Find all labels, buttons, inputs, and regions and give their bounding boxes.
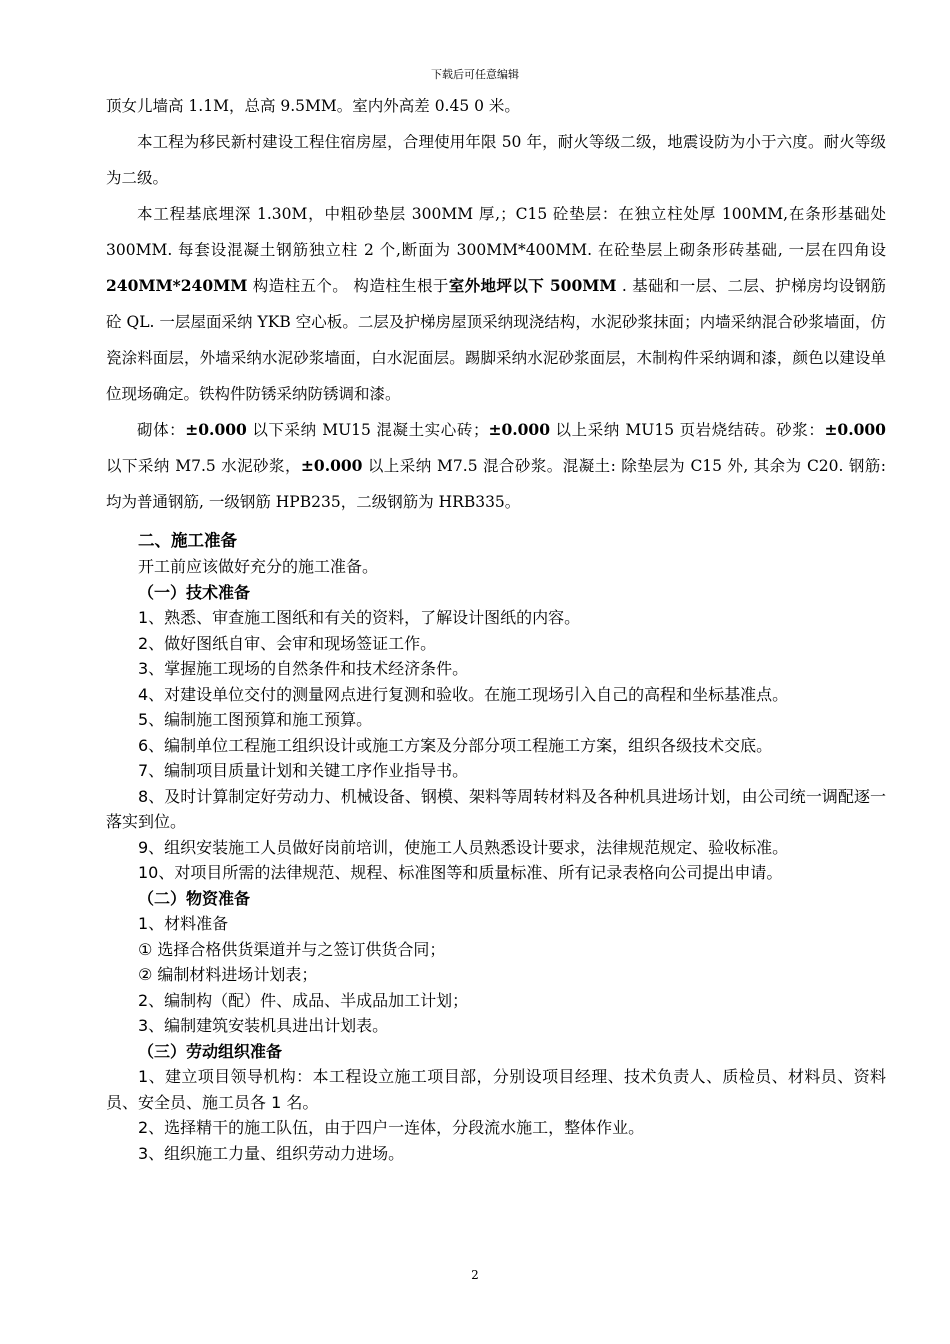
list-item: 8、及时计算制定好劳动力、机械设备、钢模、架料等周转材料及各种机具进场计划，由公司统一调配逐一落实到位。: [106, 786, 886, 831]
foundation-bold-column-size: 240MM*240MM: [106, 276, 248, 295]
paragraph-roof-height: 顶女儿墙高 1.1M，总高 9.5MM。室内外高差 0.45 0 米。: [106, 97, 520, 115]
subsection-title-labor: （三）劳动组织准备: [138, 1041, 283, 1061]
foundation-text-d: . 基础和一层、二层、护梯房均设钢筋砼 QL. 一层屋面采纳 YKB 空心板。二层及护梯房屋顶采纳现浇结构，水泥砂浆抹面；内墙采纳混合砂浆墙面，仿瓷涂料面层，外墙采纳水泥砂浆墙面，白水泥面层。踢脚采纳水泥砂浆面层，木制构件采纳调和漆，颜色以建设单位现场确定。铁构件防锈采纳防锈调和漆。: [106, 277, 886, 403]
list-item: 3、编制建筑安装机具进出计划表。: [138, 1016, 389, 1035]
paragraph-masonry: [106, 412, 886, 520]
masonry-bold-1: ±0.000: [185, 420, 247, 439]
masonry-bold-3: ±0.000: [824, 420, 886, 439]
masonry-text-d: 以上采纳 MU15 页岩烧结砖。砂浆：: [550, 421, 825, 439]
list-item: 9、组织安装施工人员做好岗前培训，使施工人员熟悉设计要求，法律规范规定、验收标准。: [138, 837, 789, 857]
section-title-construction-prep: 二、施工准备: [138, 531, 237, 550]
list-item: 2、选择精干的施工队伍，由于四户一连体，分段流水施工，整体作业。: [138, 1118, 645, 1137]
list-item: 3、组织施工力量、组织劳动力进场。: [138, 1143, 405, 1163]
masonry-bold-2: ±0.000: [488, 420, 550, 439]
list-item: 5、编制施工图预算和施工预算。: [138, 710, 373, 729]
subsection-title-materials: （二）物资准备: [138, 888, 251, 908]
foundation-text-a: 本工程基底埋深 1.30M，中粗砂垫层 300MM 厚,；C15 砼垫层：在独立柱处厚 100MM,在条形基础处 300MM. 每套设混凝土钢筋独立柱 2 个,断面为 300MM*400MM. 在砼垫层上砌条形砖基础, 一层在四角设: [106, 205, 886, 259]
list-item: ① 选择合格供货渠道并与之签订供货合同；: [138, 939, 446, 959]
list-item: 2、编制构（配）件、成品、半成品加工计划；: [138, 990, 469, 1010]
section-intro: 开工前应该做好充分的施工准备。: [138, 557, 379, 576]
masonry-text-a: 砌体：: [137, 421, 186, 439]
list-item: 4、对建设单位交付的测量网点进行复测和验收。在施工现场引入自己的高程和坐标基准点。: [138, 684, 789, 704]
list-item: 1、熟悉、审查施工图纸和有关的资料，了解设计图纸的内容。: [138, 608, 581, 627]
foundation-bold-depth: 室外地坪以下 500MM: [448, 276, 617, 295]
document-body: [106, 88, 886, 1166]
list-item: 1、建立项目领导机构：本工程设立施工项目部，分别设项目经理、技术负责人、质检员、材料员、资料员、安全员、施工员各 1 名。: [106, 1067, 886, 1112]
list-item: 7、编制项目质量计划和关键工序作业指导书。: [138, 761, 469, 780]
list-item: ② 编制材料进场计划表；: [138, 965, 318, 984]
list-item: 3、掌握施工现场的自然条件和技术经济条件。: [138, 659, 469, 678]
list-item: 10、对项目所需的法律规范、规程、标准图等和质量标准、所有记录表格向公司提出申请。: [138, 863, 783, 882]
page-number: 2: [471, 1268, 479, 1282]
list-item: 1、材料准备: [138, 914, 229, 933]
list-item: 6、编制单位工程施工组织设计或施工方案及分部分项工程施工方案，组织各级技术交底。: [138, 735, 773, 755]
paragraph-foundation: [106, 196, 886, 412]
masonry-bold-4: ±0.000: [300, 456, 363, 475]
subsection-title-technical: （一）技术准备: [138, 582, 251, 602]
masonry-text-c: 以下采纳 MU15 混凝土实心砖；: [246, 421, 489, 439]
list-item: 2、做好图纸自审、会审和现场签证工作。: [138, 633, 437, 653]
foundation-text-c: 构造柱五个。 构造柱生根于: [247, 277, 449, 295]
masonry-text-e: 以下采纳 M7.5 水泥砂浆，: [106, 457, 301, 475]
page-header: 下载后可任意编辑: [431, 68, 519, 81]
masonry-text-f: 以上采纳 M7.5 混合砂浆。混凝土: 除垫层为 C15 外, 其余为 C20. 钢筋: 均为普通钢筋, 一级钢筋 HPB235，二级钢筋为 HRB335。: [106, 457, 886, 511]
paragraph-project-overview: 本工程为移民新村建设工程住宿房屋，合理使用年限 50 年，耐火等级二级，地震设防为小于六度。耐火等级为二级。: [106, 133, 886, 187]
